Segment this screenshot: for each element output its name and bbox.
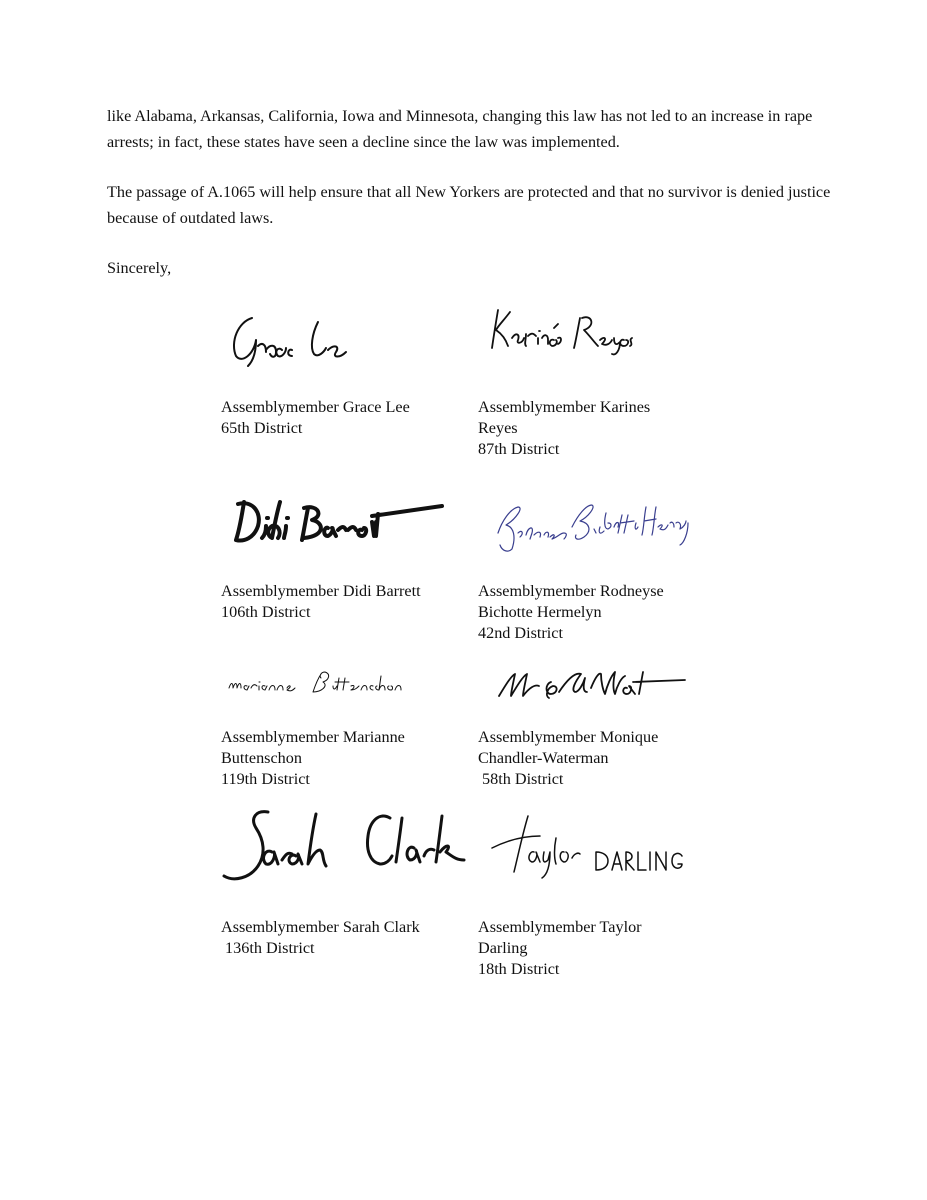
signature-marianne-buttenschon (225, 662, 405, 702)
signatory-block-marianne-buttenschon: Assemblymember Marianne Buttenschon 119th District (221, 728, 405, 788)
signature-sarah-clark (220, 804, 470, 884)
signatory-block-monique-chandler-waterman: Assemblymember Monique Chandler-Waterman 58th District (478, 728, 659, 788)
signatory-block-karines-reyes: Assemblymember Karines Reyes 87th District (478, 398, 651, 458)
body-paragraph-2: The passage of A.1065 will help ensure that all New Yorkers are protected and that no survivor is denied justice because of outdated laws. (107, 183, 831, 227)
signature-karines-reyes (484, 298, 644, 358)
signature-rodneyse-bichotte-hermelyn (488, 493, 703, 558)
closing-salutation: Sincerely, (107, 259, 172, 277)
signature-taylor-darling (484, 808, 699, 880)
body-paragraph-1: like Alabama, Arkansas, California, Iowa and Minnesota, changing this law has not led to an increase in rape arrests; in fact, these states have seen a decline since the law was implemented. (107, 107, 813, 151)
signatory-block-sarah-clark: Assemblymember Sarah Clark 136th District (221, 918, 420, 957)
signatory-block-didi-barrett: Assemblymember Didi Barrett 106th District (221, 582, 421, 621)
signature-grace-lee (222, 300, 372, 370)
signatory-block-rodneyse-bichotte-hermelyn: Assemblymember Rodneyse Bichotte Hermelyn 42nd District (478, 582, 664, 642)
signatory-block-taylor-darling: Assemblymember Taylor Darling 18th District (478, 918, 642, 978)
signature-didi-barrett (232, 492, 452, 552)
signature-monique-chandler-waterman (495, 664, 695, 704)
signatory-block-grace-lee: Assemblymember Grace Lee 65th District (221, 398, 410, 437)
